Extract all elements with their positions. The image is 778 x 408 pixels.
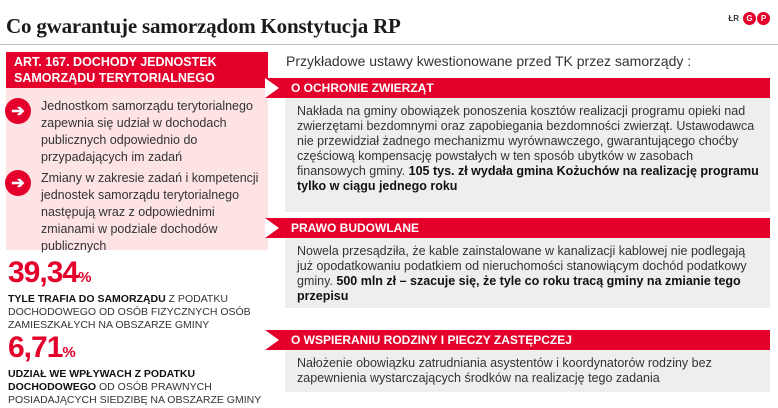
stat-unit: % [78,269,92,286]
stat-value [8,333,270,368]
author-credit: ŁR [728,14,739,23]
law-section-building-law [265,218,770,308]
article-heading: ART. 167. DOCHODY JEDNOSTEK SAMORZĄDU TERYTORIALNEGO [6,52,268,88]
law-section-animal-protection [265,78,770,212]
stat-caption-rest: Z PODATKU DOCHODOWEGO OD OSÓB FIZYCZNYCH OSÓB ZAMIESZKAŁYCH NA OBSZARZE GMINY [8,293,251,331]
logo-letter-g: G [743,12,756,25]
stat-number: 39,34 [8,256,79,289]
stat-caption-rest: OD OSÓB PRAWNYCH POSIADAJĄCYCH SIEDZIBĘ NA OBSZARZE GMINY [8,381,262,406]
law-section-highlight: 500 mln zł – szacuje się, że tyle co roku tracą gminy na zmianie tego przepisu [297,274,741,303]
article-note [6,98,268,166]
stat-caption-bold: UDZIAŁ WE WPŁYWACH Z PODATKU DOCHODOWEGO [8,368,196,393]
law-section-text: Nowela przesądziła, że kable zainstalowane w kanalizacji kablowej nie podlegają już opodatkowaniu podatkiem od nieruchomości stanowiącym dochód podatkowy gminy. [297,244,747,288]
header-divider [0,44,778,45]
article-note-text: Jednostkom samorządu terytorialnego zapewnia się udział w dochodach publicznych odpowiednio do przypadających im zadań [41,99,253,164]
arrow-right-icon: ➔ [5,170,31,196]
stat-value [8,258,270,293]
arrow-right-icon: ➔ [5,98,31,124]
law-section-heading: PRAWO BUDOWLANE [265,218,770,238]
article-panel [6,88,268,253]
section-subtitle: Przykładowe ustawy kwestionowane przed TK przez samorządy : [286,53,692,69]
stat-unit: % [62,344,76,361]
stat-block [8,258,270,332]
article-note [6,170,268,255]
publisher-logo [743,12,770,25]
stat-caption-bold: TYLE TRAFIA DO SAMORZĄDU [8,293,166,305]
logo-letter-p: P [757,12,770,25]
law-section-highlight: 105 tys. zł wydała gmina Kożuchów na realizację programu tylko w ciągu jednego roku [297,164,759,193]
stat-number: 6,71 [8,331,63,364]
law-section-heading: O OCHRONIE ZWIERZĄT [265,78,770,98]
stat-caption [8,293,270,332]
stat-block [8,333,270,407]
law-section-text: Nałożenie obowiązku zatrudniania asystentów i koordynatorów rodziny bez zapewnienia wystarczających środków na realizację tego zadania [297,356,712,385]
article-note-text: Zmiany w zakresie zadań i kompetencji jednostek samorządu terytorialnego następują wraz z odpowiednimi zmianami w podziale dochodów publicznych [41,171,259,253]
stat-caption [8,368,270,407]
law-section-body [285,238,770,308]
law-section-body [285,350,770,392]
law-section-family-support [265,330,770,392]
law-section-text: Nakłada na gminy obowiązek ponoszenia kosztów realizacji programu opieki nad zwierzętami bezdomnymi oraz zapobiegania bezdomności zwierząt. Ustawodawca nie przewidział żadnego mechanizmu wyrównawczego, gwarantującego choćby częściową kompensację powstałych w ten sposób ubytków w zasobach finansowych gminy. [297,104,755,178]
infographic-title: Co gwarantuje samorządom Konstytucja RP [6,14,401,38]
credits [728,12,770,25]
law-section-heading: O WSPIERANIU RODZINY I PIECZY ZASTĘPCZEJ [265,330,770,350]
law-section-body [285,98,770,212]
